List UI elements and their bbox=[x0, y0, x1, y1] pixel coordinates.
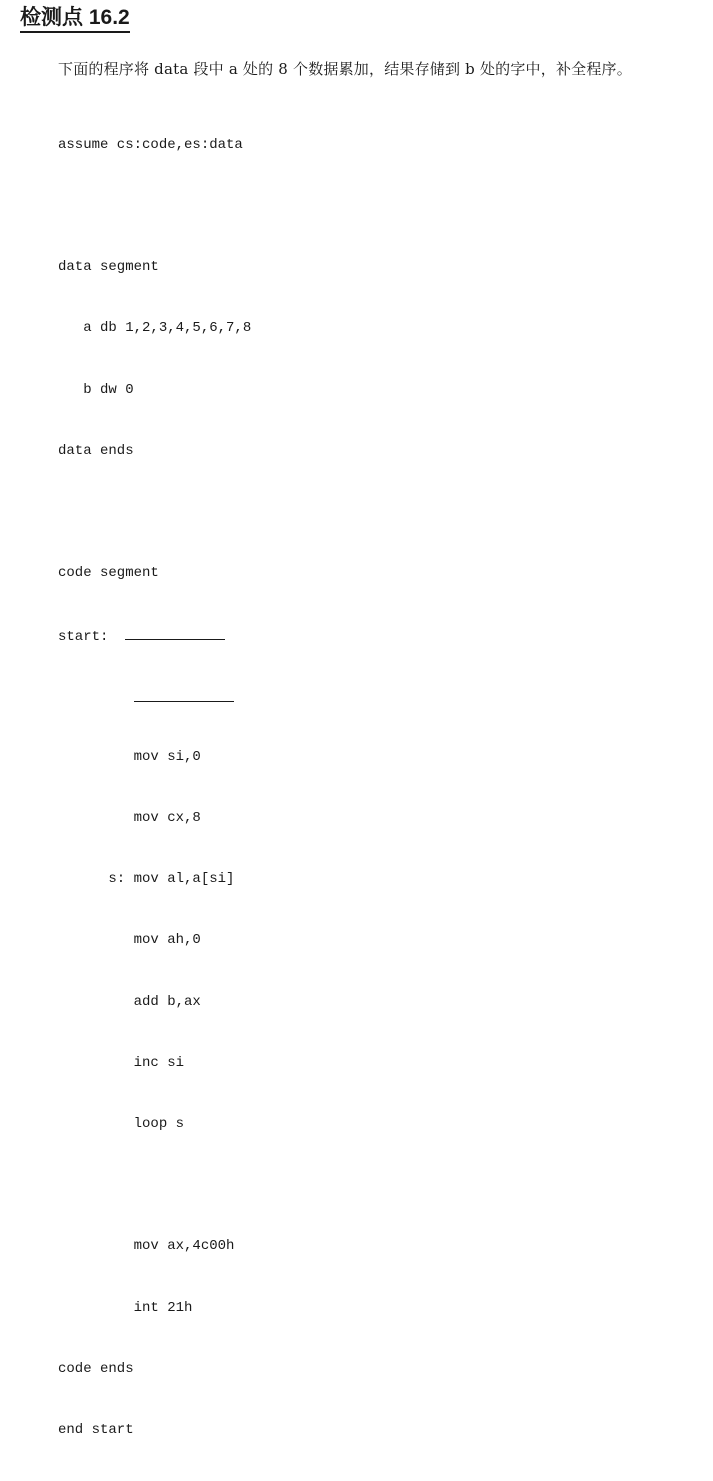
code-line-mov-si: mov si,0 bbox=[58, 748, 201, 765]
code-line-data-ends: data ends bbox=[58, 442, 134, 459]
blank-indent bbox=[58, 691, 134, 707]
code-line-mov-ah: mov ah,0 bbox=[58, 932, 201, 949]
code-line-mov-ax: mov ax,4c00h bbox=[58, 1238, 235, 1255]
code-line-int-21h: int 21h bbox=[58, 1299, 193, 1316]
code-line-empty bbox=[58, 502, 251, 522]
code-line-mov-cx: mov cx,8 bbox=[58, 810, 201, 827]
fill-in-blank-2 bbox=[134, 686, 234, 702]
start-label: start: bbox=[58, 629, 126, 646]
exercise-description: 下面的程序将 data 段中 a 处的 8 个数据累加，结果存储到 b 处的字中，补全程序。 bbox=[58, 60, 632, 78]
code-line-inc-si: inc si bbox=[58, 1054, 185, 1071]
code-line-loop-s: loop s bbox=[58, 1116, 185, 1133]
code-line-add-b: add b,ax bbox=[58, 993, 201, 1010]
code-line-data-b: b dw 0 bbox=[58, 381, 134, 398]
code-line-blank-2 bbox=[58, 686, 251, 706]
code-line-assume: assume cs:code,es:data bbox=[58, 136, 243, 153]
code-line-data-segment: data segment bbox=[58, 259, 159, 276]
section-heading: 检测点 16.2 bbox=[20, 5, 130, 33]
code-line-empty bbox=[58, 1175, 251, 1195]
code-listing bbox=[58, 94, 251, 1481]
code-line-empty bbox=[58, 196, 251, 216]
code-line-code-segment: code segment bbox=[58, 565, 159, 582]
code-line-end-start: end start bbox=[58, 1422, 134, 1439]
code-line-start bbox=[58, 624, 251, 644]
fill-in-blank-1 bbox=[125, 624, 225, 640]
code-line-s-mov-al: s: mov al,a[si] bbox=[58, 871, 235, 888]
code-line-code-ends: code ends bbox=[58, 1360, 134, 1377]
code-line-data-a: a db 1,2,3,4,5,6,7,8 bbox=[58, 320, 252, 337]
